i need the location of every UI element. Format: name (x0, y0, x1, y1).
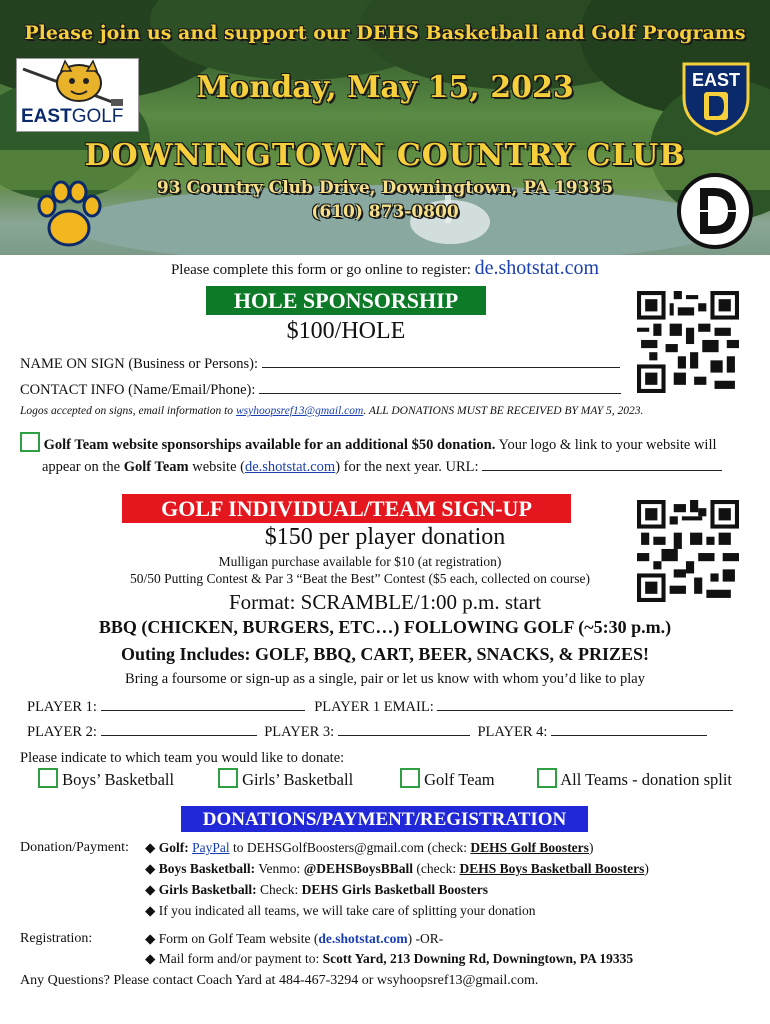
player1-email-label: PLAYER 1 EMAIL: (314, 699, 434, 715)
pay-boys-end: ) (644, 861, 649, 876)
player1-row (27, 698, 733, 716)
golf-team-website-link[interactable]: de.shotstat.com (244, 459, 336, 475)
contact-info-field[interactable] (259, 381, 621, 394)
name-on-sign-row (20, 355, 620, 373)
logo-east-word: EAST (21, 106, 72, 127)
donation-payment-label: Donation/Payment: (20, 840, 129, 855)
name-on-sign-label: NAME ON SIGN (Business or Persons): (20, 356, 259, 372)
pay-golf-text: to DEHSGolfBoosters@gmail.com (check: (229, 840, 471, 855)
player1-email-field[interactable] (437, 698, 733, 711)
pay-boys-text: Venmo: (255, 861, 304, 876)
venue-address: 93 Country Club Drive, Downingtown, PA 19335 (156, 178, 614, 198)
golf-team-checkbox[interactable] (400, 768, 420, 788)
pay-boys-text2: (check: (413, 861, 460, 876)
note-email-link[interactable]: wsyhoopsref13@gmail.com (235, 405, 364, 417)
team-option-girls[interactable] (218, 768, 353, 790)
east-shield-logo (680, 58, 752, 136)
registration-label: Registration: (20, 931, 93, 946)
team-option-all[interactable] (537, 768, 732, 790)
paw-print-logo (33, 178, 105, 250)
hole-price: $100/HOLE (286, 318, 406, 344)
pay-golf-check: DEHS Golf Boosters (470, 840, 589, 855)
venue-name: DOWNINGTOWN COUNTRY CLUB (84, 138, 686, 173)
event-date: Monday, May 15, 2023 (196, 70, 574, 105)
bullet-icon: ◆ (145, 931, 156, 946)
pay-all-teams-text: If you indicated all teams, we will take care of splitting your donation (158, 903, 536, 918)
golf-team-sponsorship (20, 432, 750, 478)
reg-mail (145, 951, 633, 967)
pay-girls-bold: Girls Basketball: (158, 882, 257, 897)
reg2-text: Mail form and/or payment to: (158, 951, 323, 966)
pay-boys (145, 861, 649, 877)
team-option-label: Girls’ Basketball (242, 770, 354, 789)
bbq-text: BBQ (CHICKEN, BURGERS, ETC…) FOLLOWING GOLF (~5:30 p.m.) (98, 617, 672, 637)
name-on-sign-field[interactable] (262, 355, 620, 368)
player1-field[interactable] (101, 698, 305, 711)
venue-phone: (610) 873-0800 (311, 202, 459, 222)
golf-team-text2-post: ) for the next year. URL: (335, 459, 479, 475)
url-field[interactable] (482, 458, 722, 471)
east-shield-text: EAST (691, 70, 741, 90)
golf-signup-qr-code[interactable] (637, 500, 739, 602)
golf-team-text2-pre: appear on the (42, 459, 124, 475)
d-basketball-logo (676, 172, 754, 250)
register-link[interactable]: de.shotstat.com (474, 257, 600, 279)
team-option-label: All Teams - donation split (560, 770, 732, 789)
team-prompt: Please indicate to which team you would like to donate: (20, 750, 345, 766)
team-option-golf[interactable] (400, 768, 495, 790)
golf-signup-header: GOLF INDIVIDUAL/TEAM SIGN-UP (122, 494, 571, 523)
hole-note (20, 405, 643, 417)
contact-info-label: CONTACT INFO (Name/Email/Phone): (20, 382, 256, 398)
pay-all-teams (145, 903, 536, 919)
pay-boys-bold: Boys Basketball: (158, 861, 256, 876)
banner-tagline: Please join us and support our DEHS Basketball and Golf Programs (24, 22, 746, 44)
reg1-end: ) -OR- (407, 931, 444, 946)
logo-golf-word: GOLF (71, 106, 124, 127)
outing-includes-text: Outing Includes: GOLF, BBQ, CART, BEER, SNACKS, & PRIZES! (121, 644, 649, 664)
player4-field[interactable] (551, 723, 707, 736)
cat-golfer-icon (17, 59, 138, 111)
format-text: Format: SCRAMBLE/1:00 p.m. start (228, 590, 542, 614)
pay-golf-bold: Golf: (158, 840, 193, 855)
mulligan-text: Mulligan purchase available for $10 (at registration) (218, 554, 502, 569)
reg2-address: Scott Yard, 213 Downing Rd, Downingtown, PA 19335 (322, 951, 634, 966)
hole-sponsorship-qr-code[interactable] (637, 291, 739, 393)
pay-golf (145, 840, 593, 856)
note-suffix: . ALL DONATIONS MUST BE RECEIVED BY MAY 5, 2023. (363, 405, 644, 417)
pay-girls (145, 882, 488, 898)
event-banner (0, 0, 770, 255)
golf-team-sponsorship-checkbox[interactable] (20, 432, 40, 452)
player3-field[interactable] (338, 723, 470, 736)
all-teams-checkbox[interactable] (537, 768, 557, 788)
payment-header: DONATIONS/PAYMENT/REGISTRATION (181, 806, 588, 832)
hole-sponsorship-header: HOLE SPONSORSHIP (206, 286, 486, 315)
bring-foursome-text: Bring a foursome or sign-up as a single, pair or let us know with whom you’d like to play (125, 671, 645, 687)
pay-girls-text: Check: (256, 882, 302, 897)
registration-intro (0, 257, 770, 280)
golf-team-text2-mid: website ( (188, 459, 245, 475)
bullet-icon: ◆ (145, 903, 156, 918)
reg-website (145, 931, 443, 947)
team-option-label: Golf Team (424, 770, 495, 789)
golf-team-text2-bold: Golf Team (123, 459, 189, 475)
golf-team-sponsorship-bold: Golf Team website sponsorships available for an additional $50 donation. (43, 437, 496, 453)
golf-team-sponsorship-text1: Your logo & link to your website will (495, 437, 717, 453)
player2-field[interactable] (101, 723, 257, 736)
bullet-icon: ◆ (145, 840, 156, 855)
bullet-icon: ◆ (145, 882, 156, 897)
player-price: $150 per player donation (264, 524, 506, 550)
bullet-icon: ◆ (145, 951, 156, 966)
players-row (27, 723, 707, 741)
reg-website-link[interactable]: de.shotstat.com (318, 931, 408, 946)
pay-girls-check: DEHS Girls Basketball Boosters (301, 882, 489, 897)
intro-text: Please complete this form or go online to register: (170, 262, 475, 278)
pay-golf-end: ) (588, 840, 594, 855)
girls-basketball-checkbox[interactable] (218, 768, 238, 788)
contact-info-row (20, 381, 621, 399)
reg1-text: Form on Golf Team website ( (158, 931, 319, 946)
pay-boys-check: DEHS Boys Basketball Boosters (459, 861, 645, 876)
paypal-link[interactable]: PayPal (192, 840, 230, 855)
note-prefix: Logos accepted on signs, email information to (20, 405, 236, 417)
player1-label: PLAYER 1: (27, 699, 97, 715)
questions-text: Any Questions? Please contact Coach Yard at 484-467-3294 or wsyhoopsref13@gmail.com. (20, 973, 539, 988)
player2-label: PLAYER 2: (27, 724, 97, 740)
east-golf-logo (16, 58, 139, 132)
contest-details (80, 553, 640, 587)
player3-label: PLAYER 3: (264, 724, 335, 740)
team-option-boys[interactable] (38, 768, 174, 790)
bullet-icon: ◆ (145, 861, 156, 876)
putting-contest-text: 50/50 Putting Contest & Par 3 “Beat the Best” Contest ($5 each, collected on course) (129, 571, 591, 586)
boys-basketball-checkbox[interactable] (38, 768, 58, 788)
pay-boys-venmo: @DEHSBoysBBall (303, 861, 414, 876)
player4-label: PLAYER 4: (477, 724, 548, 740)
team-option-label: Boys’ Basketball (62, 770, 175, 789)
